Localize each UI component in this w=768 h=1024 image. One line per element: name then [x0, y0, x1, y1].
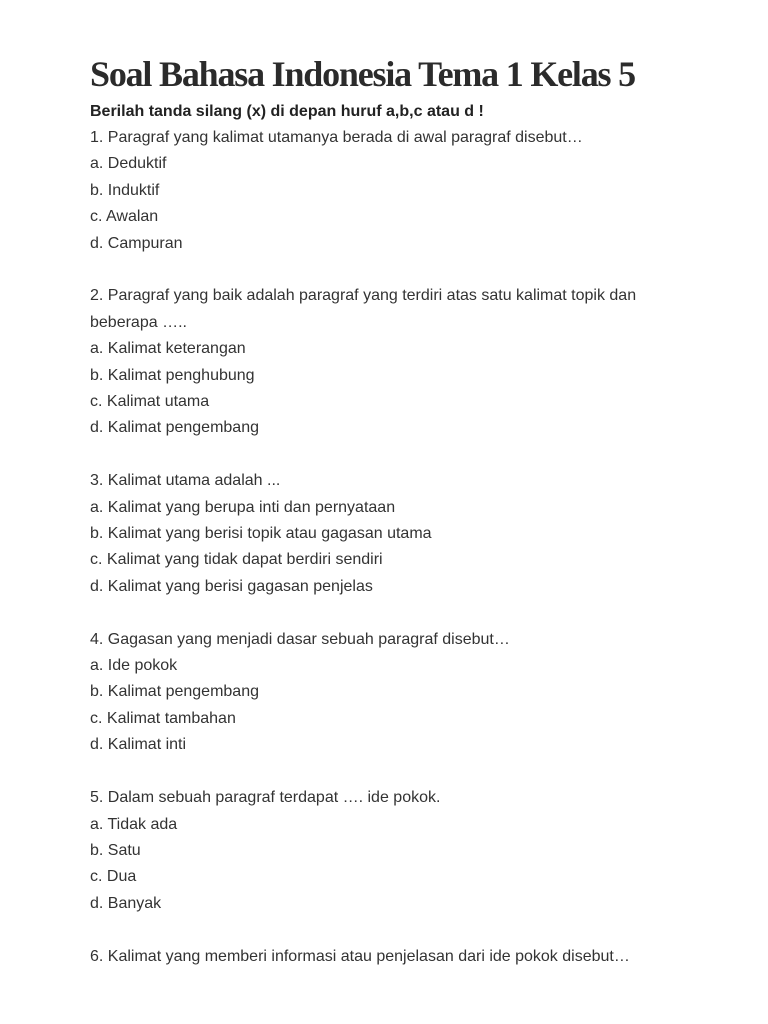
- question-text: 1. Paragraf yang kalimat utamanya berada di awal paragraf disebut…: [90, 129, 583, 146]
- option-d: d. Kalimat pengembang: [90, 419, 259, 437]
- question-text: 2. Paragraf yang baik adalah paragraf yang terdiri atas satu kalimat topik dan beberapa …..: [90, 287, 637, 331]
- question-text: 6. Kalimat yang memberi informasi atau penjelasan dari ide pokok disebut…: [90, 947, 630, 965]
- option-a: a. Deduktif: [90, 155, 167, 173]
- option-c: c. Kalimat yang tidak dapat berdiri sendiri: [90, 551, 383, 569]
- option-b: b. Satu: [90, 841, 141, 859]
- option-a: a. Tidak ada: [90, 815, 178, 833]
- question-2: [90, 283, 690, 441]
- option-b: b. Kalimat penghubung: [90, 366, 255, 384]
- question-list: [90, 125, 690, 970]
- option-b: b. Induktif: [90, 181, 160, 199]
- question-text: 4. Gagasan yang menjadi dasar sebuah paragraf disebut…: [90, 630, 510, 648]
- question-5: [90, 785, 690, 917]
- question-4: [90, 627, 690, 759]
- option-a: a. Kalimat keterangan: [90, 340, 246, 358]
- question-1: [90, 125, 690, 257]
- option-b: b. Kalimat yang berisi topik atau gagasan utama: [90, 525, 432, 543]
- option-d: d. Campuran: [90, 234, 183, 252]
- question-3: [90, 468, 690, 600]
- question-6: [90, 944, 690, 970]
- question-text: 5. Dalam sebuah paragraf terdapat …. ide pokok.: [90, 789, 441, 807]
- page-title: Soal Bahasa Indonesia Tema 1 Kelas 5: [90, 54, 635, 94]
- question-text: 3. Kalimat utama adalah ...: [90, 472, 281, 490]
- option-c: c. Awalan: [90, 208, 159, 226]
- option-d: d. Kalimat inti: [90, 736, 187, 754]
- option-d: d. Kalimat yang berisi gagasan penjelas: [90, 577, 373, 595]
- option-a: a. Kalimat yang berupa inti dan pernyataan: [90, 498, 396, 516]
- option-c: c. Kalimat utama: [90, 393, 210, 411]
- instruction-text: Berilah tanda silang (x) di depan huruf a,b,c atau d !: [90, 103, 484, 120]
- option-d: d. Banyak: [90, 894, 162, 912]
- document-page: [90, 52, 690, 996]
- option-c: c. Dua: [90, 868, 137, 886]
- option-b: b. Kalimat pengembang: [90, 683, 259, 701]
- option-c: c. Kalimat tambahan: [90, 709, 236, 727]
- option-a: a. Ide pokok: [90, 657, 178, 675]
